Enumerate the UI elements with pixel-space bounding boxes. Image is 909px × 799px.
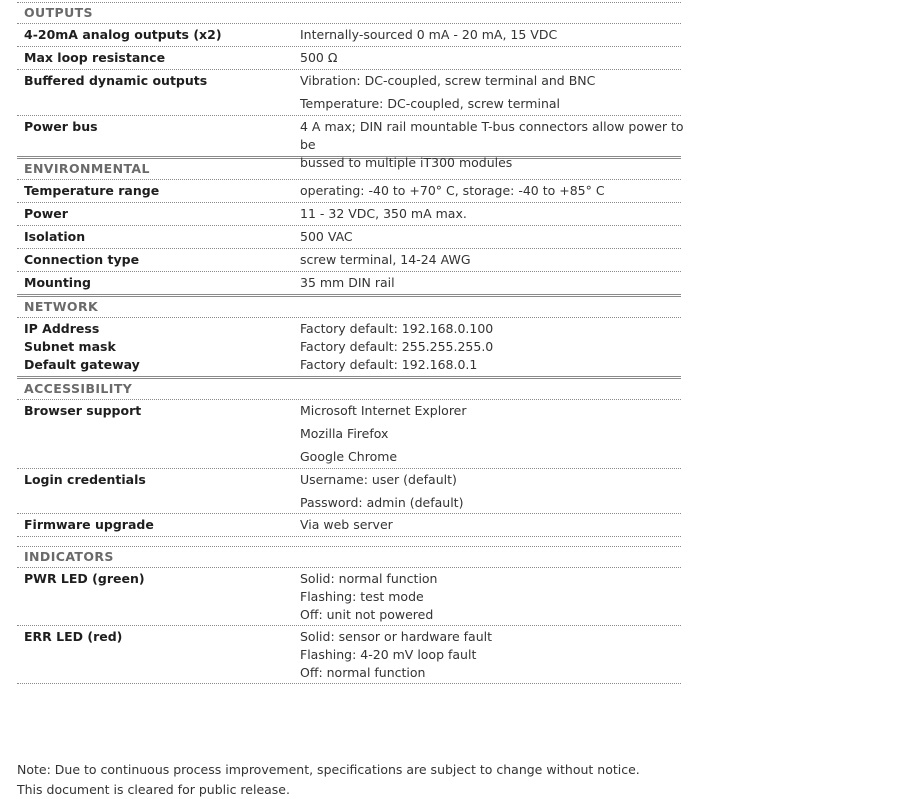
spec-value-line: Username: user (default) bbox=[300, 472, 457, 487]
spec-value bbox=[300, 205, 685, 223]
spec-row bbox=[17, 568, 681, 625]
spec-label: Buffered dynamic outputs bbox=[24, 73, 208, 88]
spec-label: IP Address bbox=[24, 321, 100, 336]
spec-label: Default gateway bbox=[24, 357, 140, 372]
spec-value-line: Mozilla Firefox bbox=[300, 426, 389, 441]
spec-row bbox=[17, 70, 681, 92]
spec-value bbox=[300, 49, 685, 67]
spec-row bbox=[17, 180, 681, 202]
spec-value bbox=[300, 251, 685, 269]
spec-value-line: Solid: normal function bbox=[300, 571, 438, 586]
spec-value bbox=[300, 26, 685, 44]
section-header-network: NETWORK bbox=[24, 299, 99, 314]
divider bbox=[17, 683, 681, 684]
spec-label: Temperature range bbox=[24, 183, 160, 198]
spec-value-line: Google Chrome bbox=[300, 449, 398, 464]
spec-value bbox=[300, 72, 685, 90]
footnote-line: This document is cleared for public release. bbox=[17, 781, 290, 797]
spec-value bbox=[300, 494, 685, 512]
spec-value-line: operating: -40 to +70° C, storage: -40 to +85° C bbox=[300, 183, 605, 198]
spec-value bbox=[300, 516, 685, 534]
spec-label: Firmware upgrade bbox=[24, 517, 154, 532]
spec-value-line: Off: unit not powered bbox=[300, 607, 434, 622]
spec-value-line: Via web server bbox=[300, 517, 393, 532]
spec-value-line: Password: admin (default) bbox=[300, 495, 464, 510]
spec-label: Power bus bbox=[24, 119, 98, 134]
spec-value-line: 4 A max; DIN rail mountable T-bus connectors allow power to be bbox=[300, 119, 684, 152]
spec-value-line: Flashing: 4-20 mV loop fault bbox=[300, 647, 477, 662]
spec-row bbox=[17, 203, 681, 225]
spec-value bbox=[300, 471, 685, 489]
spec-row bbox=[17, 92, 681, 115]
spec-value-line: Factory default: 255.255.255.0 bbox=[300, 339, 494, 354]
spacer bbox=[17, 537, 681, 546]
spec-value bbox=[300, 320, 685, 374]
spec-value-line: bussed to multiple iT300 modules bbox=[300, 155, 513, 170]
spec-value-line: Internally-sourced 0 mA - 20 mA, 15 VDC bbox=[300, 27, 558, 42]
spec-label: Browser support bbox=[24, 403, 142, 418]
spec-label: Connection type bbox=[24, 252, 140, 267]
spec-value-line: Factory default: 192.168.0.1 bbox=[300, 357, 478, 372]
spec-label: Max loop resistance bbox=[24, 50, 166, 65]
spec-row bbox=[17, 226, 681, 248]
footnote bbox=[17, 760, 640, 799]
spec-value bbox=[300, 570, 685, 624]
spec-table bbox=[17, 0, 684, 684]
spec-value-line: Temperature: DC-coupled, screw terminal bbox=[300, 96, 561, 111]
spec-label: PWR LED (green) bbox=[24, 571, 145, 586]
spec-value-line: Vibration: DC-coupled, screw terminal and BNC bbox=[300, 73, 596, 88]
spec-label: ERR LED (red) bbox=[24, 629, 123, 644]
spec-label: 4-20mA analog outputs (x2) bbox=[24, 27, 222, 42]
section-header-environmental: ENVIRONMENTAL bbox=[24, 161, 150, 176]
spec-value bbox=[300, 182, 685, 200]
spec-value bbox=[300, 95, 685, 113]
spec-row bbox=[17, 24, 681, 46]
spec-row bbox=[17, 469, 681, 491]
spec-row bbox=[17, 47, 681, 69]
section-header-outputs: OUTPUTS bbox=[24, 5, 93, 20]
spec-value bbox=[300, 628, 685, 682]
spec-value-line: Solid: sensor or hardware fault bbox=[300, 629, 493, 644]
section-header-accessibility: ACCESSIBILITY bbox=[24, 381, 133, 396]
spec-label: Isolation bbox=[24, 229, 86, 244]
spec-value-line: Factory default: 192.168.0.100 bbox=[300, 321, 494, 336]
footnote-line: Note: Due to continuous process improvement, specifications are subject to change without notice. bbox=[17, 762, 640, 777]
spec-row bbox=[17, 249, 681, 271]
spec-value bbox=[300, 448, 685, 466]
spec-row bbox=[17, 514, 681, 536]
spec-value-line: Microsoft Internet Explorer bbox=[300, 403, 467, 418]
spec-label-group bbox=[24, 320, 140, 374]
spec-label: Mounting bbox=[24, 275, 91, 290]
spec-row bbox=[17, 272, 681, 294]
spec-label: Login credentials bbox=[24, 472, 146, 487]
spec-label: Power bbox=[24, 206, 68, 221]
spec-row bbox=[17, 626, 681, 683]
spec-row bbox=[17, 400, 681, 423]
spec-value-line: 11 - 32 VDC, 350 mA max. bbox=[300, 206, 467, 221]
spec-row bbox=[17, 318, 681, 376]
spec-value-line: 500 VAC bbox=[300, 229, 353, 244]
spec-value bbox=[300, 402, 685, 420]
spec-row bbox=[17, 445, 681, 468]
spec-value-line: screw terminal, 14-24 AWG bbox=[300, 252, 471, 267]
spec-row bbox=[17, 423, 681, 445]
section-header-indicators: INDICATORS bbox=[24, 549, 114, 564]
spec-value bbox=[300, 118, 685, 172]
spec-value-line: 35 mm DIN rail bbox=[300, 275, 395, 290]
spec-label: Subnet mask bbox=[24, 339, 116, 354]
spec-value-line: 500 Ω bbox=[300, 50, 338, 65]
spec-value-line: Flashing: test mode bbox=[300, 589, 424, 604]
spec-value bbox=[300, 425, 685, 443]
spec-value-line: Off: normal function bbox=[300, 665, 426, 680]
spec-row bbox=[17, 491, 681, 513]
spec-value bbox=[300, 274, 685, 292]
spec-value bbox=[300, 228, 685, 246]
